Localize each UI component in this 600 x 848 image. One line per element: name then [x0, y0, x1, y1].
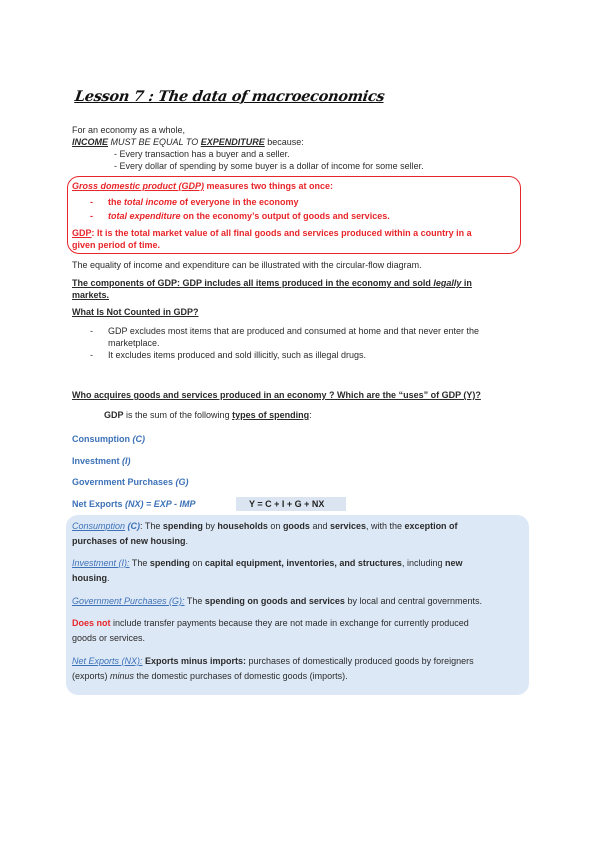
gdp-heading [72, 181, 333, 192]
net-exports-definition-cont: (exports) minus the domestic purchases of domestic goods (imports). [72, 671, 348, 681]
transfer-note-cont: goods or services. [72, 633, 146, 643]
income-term: INCOME [72, 137, 108, 147]
not-counted-item-cont: marketplace. [108, 338, 160, 348]
gdp-link[interactable]: Gross domestic product (GDP) [72, 181, 205, 191]
components-heading: The components of GDP: GDP includes all items produced in the economy and sold legally in [72, 278, 472, 288]
net-exports-label: Net Exports (NX) = EXP - IMP [72, 499, 196, 509]
gdp-label: GDP [72, 228, 92, 238]
must-equal-text: MUST BE EQUAL TO [108, 137, 201, 147]
circular-flow-text: The equality of income and expenditure can be illustrated with the circular-flow diagram. [72, 260, 422, 270]
page-title: Lesson 7 : The data of macroeconomics [73, 88, 386, 105]
consumption-label: Consumption (C) [72, 434, 145, 444]
intro-bullet: - Every dollar of spending by some buyer is a dollar of income for some seller. [114, 161, 424, 171]
gdp-definition: GDP: It is the total market value of all final goods and services produced within a country in a [72, 228, 472, 238]
gdp-heading-rest: measures two things at once: [204, 181, 334, 191]
sum-line: GDP is the sum of the following types of spending: [104, 410, 312, 420]
net-exports-definition: Net Exports (NX): Exports minus imports: purchases of domestically produced goods by foreigners [72, 656, 474, 666]
consumption-definition: Consumption (C): The spending by households on goods and services, with the exception of [72, 521, 458, 531]
intro-line: For an economy as a whole, [72, 125, 186, 135]
government-definition: Government Purchases (G): The spending on goods and services by local and central governments. [72, 596, 483, 606]
components-heading-cont: markets. [72, 290, 110, 300]
uses-question: Who acquires goods and services produced in an economy ? Which are the “uses” of GDP (Y)? [72, 390, 481, 400]
consumption-link[interactable]: Consumption [72, 521, 126, 531]
consumption-definition-cont: purchases of new housing. [72, 536, 189, 546]
investment-link[interactable]: Investment (I): [72, 558, 130, 568]
investment-definition-cont: housing. [72, 573, 110, 583]
because-text: because: [264, 137, 304, 147]
government-link[interactable]: Government Purchases (G): [72, 596, 185, 606]
gdp-equation: Y = C + I + G + NX [249, 499, 325, 509]
not-counted-item: - It excludes items produced and sold illicitly, such as illegal drugs. [90, 350, 366, 360]
government-label: Government Purchases (G) [72, 477, 189, 487]
net-exports-link[interactable]: Net Exports (NX): [72, 656, 143, 666]
expenditure-term: EXPENDITURE [200, 137, 265, 147]
gdp-definition-cont: given period of time. [72, 240, 161, 250]
intro-bullet: - Every transaction has a buyer and a seller. [114, 149, 290, 159]
does-not-label: Does not [72, 618, 111, 628]
investment-definition: Investment (I): The spending on capital equipment, inventories, and structures, including new [72, 558, 463, 568]
transfer-note: Does not include transfer payments because they are not made in exchange for currently produced [72, 618, 469, 628]
income-statement [72, 137, 304, 148]
investment-label: Investment (I) [72, 456, 131, 466]
gdp-item: - the total income of everyone in the economy [90, 197, 299, 207]
gdp-item: - total expenditure on the economy’s output of goods and services. [90, 211, 390, 221]
not-counted-heading: What Is Not Counted in GDP? [72, 307, 199, 317]
not-counted-item: - GDP excludes most items that are produced and consumed at home and that never enter the [90, 326, 480, 336]
